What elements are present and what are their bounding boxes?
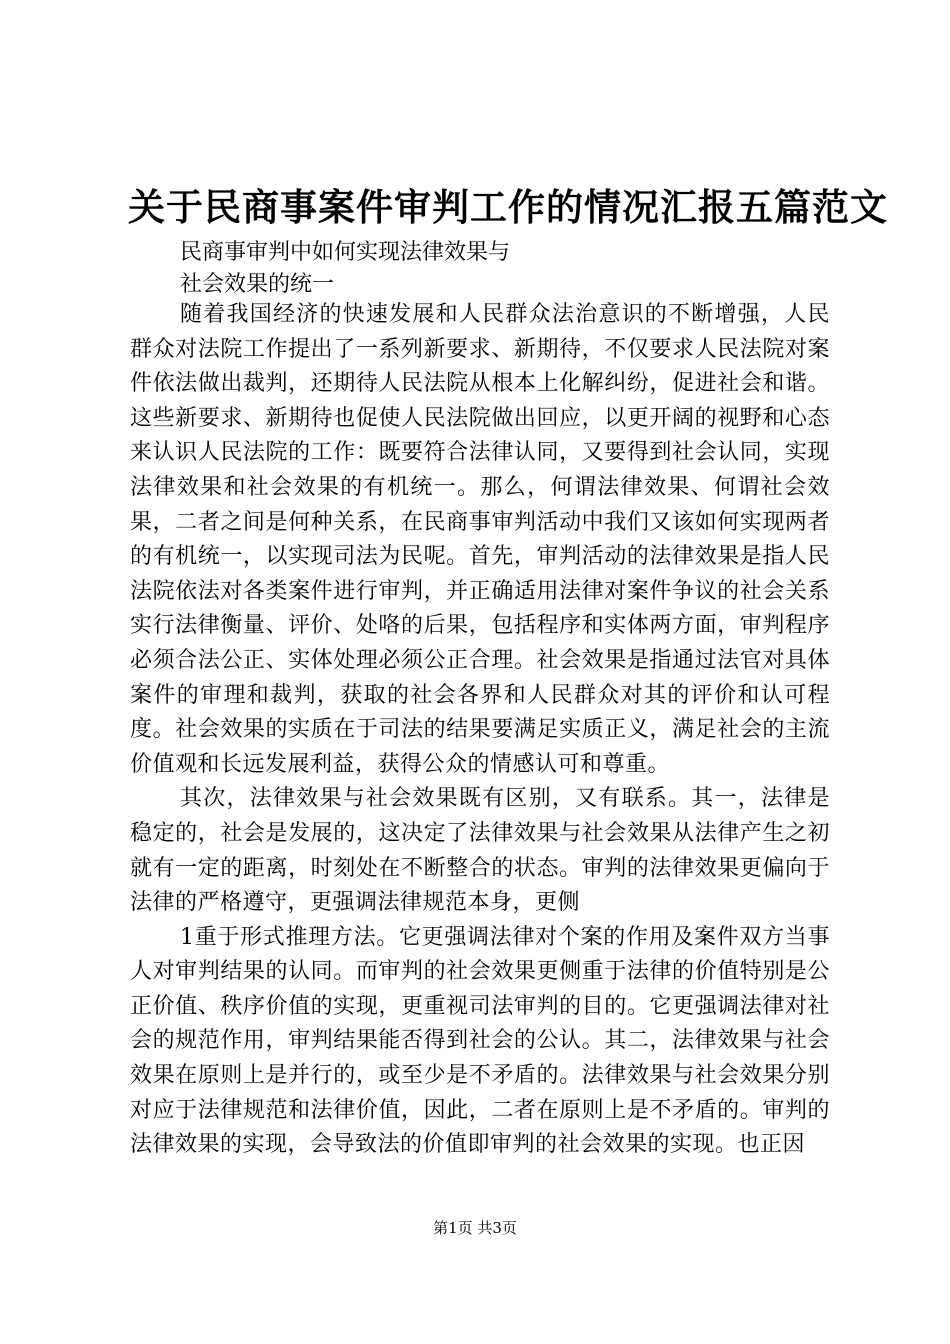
paragraph-2: 其次，法律效果与社会效果既有区别，又有联系。其一，法律是稳定的，社会是发展的，这决定了法律效果与社会效果从法律产生之初就有一定的距离，时刻处在不断整合的状态。审判的法律效果更偏向于法律的严格遵守，更强调法律规范本身，更侧 [130, 786, 830, 916]
document-body [130, 298, 830, 1163]
page-footer: 第1页 共3页 [433, 1219, 517, 1237]
paragraph-1: 随着我国经济的快速发展和人民群众法治意识的不断增强，人民群众对法院工作提出了一系列新要求、新期待，不仅要求人民法院对案件依法做出裁判，还期待人民法院从根本上化解纠纷，促进社会和谐。这些新要求、新期待也促使人民法院做出回应，以更开阔的视野和心态来认识人民法院的工作：既要符合法律认同，又要得到社会认同，实现法律效果和社会效果的有机统一。那么，何谓法律效果、何谓社会效果，二者之间是何种关系，在民商事审判活动中我们又该如何实现两者的有机统一，以实现司法为民呢。首先，审判活动的法律效果是指人民法院依法对各类案件进行审判，并正确适用法律对案件争议的社会关系实行法律衡量、评价、处咯的后果，包括程序和实体两方面，审判程序必须合法公正、实体处理必须公正合理。社会效果是指通过法官对具体案件的审理和裁判，获取的社会各界和人民群众对其的评价和认可程度。社会效果的实质在于司法的结果要满足实质正义，满足社会的主流价值观和长远发展利益，获得公众的情感认可和尊重。 [130, 302, 830, 777]
subtitle-line-1: 民商事审判中如何实现法律效果与 [180, 240, 511, 265]
subtitle-line-2: 社会效果的统一 [180, 272, 335, 297]
document-title: 关于民商事案件审判工作的情况汇报五篇范文 [128, 185, 888, 229]
paragraph-3: 1重于形式推理方法。它更强调法律对个案的作用及案件双方当事人对审判结果的认同。而审判的社会效果更侧重于法律的价值特别是公正价值、秩序价值的实现，更重视司法审判的目的。它更强调法律对社会的规范作用，审判结果能否得到社会的公认。其二，法律效果与社会效果在原则上是并行的，或至少是不矛盾的。法律效果与社会效果分别对应于法律规范和法律价值，因此，二者在原则上是不矛盾的。审判的法律效果的实现，会导致法的价值即审判的社会效果的实现。也正因 [130, 924, 830, 1158]
